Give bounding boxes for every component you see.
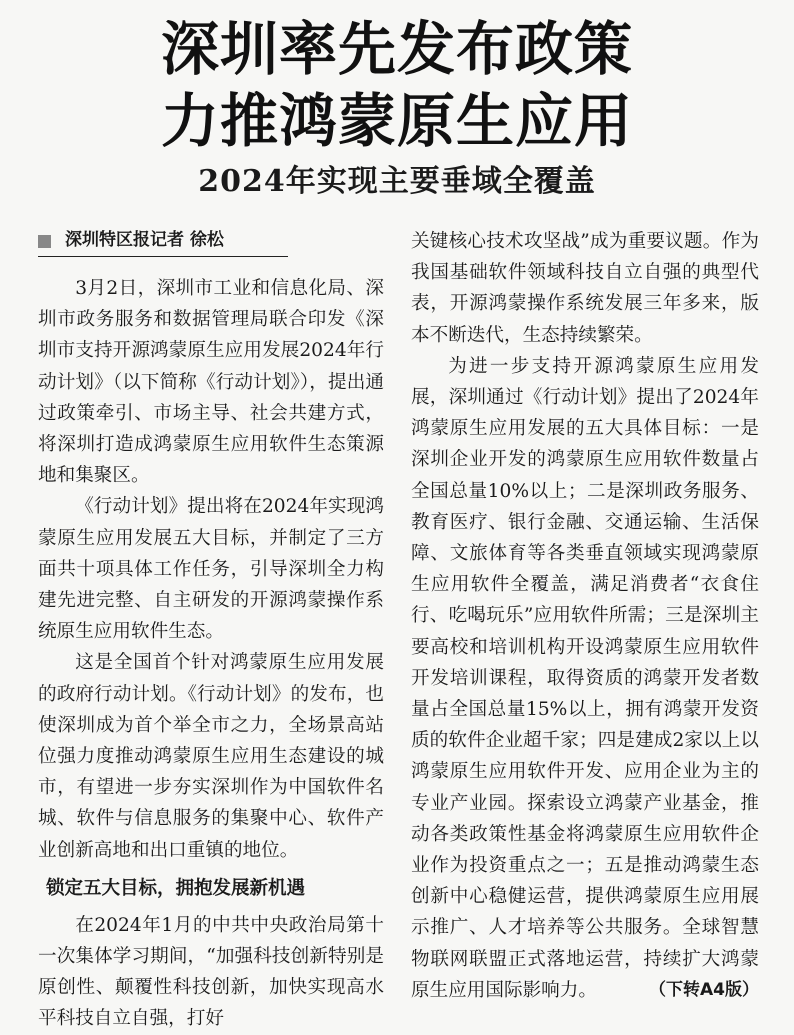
subtitle: 2024年实现主要垂域全覆盖 [198, 164, 596, 199]
left-column [38, 226, 384, 1035]
paragraph-text: 为进一步支持开源鸿蒙原生应用发展，深圳通过《行动计划》提出了2024年鸿蒙原生应用发展的五大具体目标：一是深圳企业开发的鸿蒙原生应用软件数量占全国总量10%以上；二是深圳政务服务、教育医疗、银行金融、交通运输、生活保障、文旅体育等各类垂直领域实现鸿蒙原生应用软件全覆盖，满足消费者“衣食住行、吃喝玩乐”应用软件所需；三是深圳主要高校和培训机构开设鸿蒙原生应用软件开发培训课程，取得资质的鸿蒙开发者数量占全国总量15%以上，拥有鸿蒙开发资质的软件企业超千家；四是建成2家以上以鸿蒙原生应用软件开发、应用企业为主的专业产业园。探索设立鸿蒙产业基金，推动各类政策性基金将鸿蒙原生应用软件企业作为投资重点之一；五是推动鸿蒙生态创新中心稳健运营，提供鸿蒙原生应用展示推广、人才培养等公共服务。全球智慧物联网联盟正式落地运营，持续扩大鸿蒙原生应用国际影响力。 [411, 355, 759, 1001]
right-column [411, 226, 759, 1006]
headline-line-2: 力推鸿蒙原生应用 [160, 87, 633, 155]
byline-text: 深圳特区报记者 徐松 [65, 230, 224, 251]
paragraph [411, 351, 759, 1006]
byline-square-icon [38, 235, 51, 248]
paragraph: 关键核心技术攻坚战”成为重要议题。作为我国基础软件领域科技自立自强的典型代表，开源鸿蒙操作系统发展三年多来，版本不断迭代，生态持续繁荣。 [411, 231, 759, 346]
paragraph: 《行动计划》提出将在2024年实现鸿蒙原生应用发展五大目标，并制定了三方面共十项具体工作任务，引导深圳全力构建先进完整、自主研发的开源鸿蒙操作系统原生应用软件生态。 [38, 496, 384, 643]
byline [38, 226, 288, 257]
paragraph: 这是全国首个针对鸿蒙原生应用发展的政府行动计划。《行动计划》的发布，也使深圳成为首个举全市之力，全场景高站位强力度推动鸿蒙原生应用生态建设的城市，有望进一步夯实深圳作为中国软件名城、软件与信息服务的集聚中心、软件产业创新高地和出口重镇的地位。 [38, 652, 384, 861]
paragraph: 3月2日，深圳市工业和信息化局、深圳市政务服务和数据管理局联合印发《深圳市支持开源鸿蒙原生应用发展2024年行动计划》（以下简称《行动计划》），提出通过政策牵引、市场主导、社会共建方式，将深圳打造成鸿蒙原生应用软件生态策源地和集聚区。 [38, 278, 384, 487]
headline-line-1: 深圳率先发布政策 [160, 15, 633, 83]
paragraph: 在2024年1月的中共中央政治局第十一次集体学习期间，“加强科技创新特别是原创性、颠覆性科技创新，加快实现高水平科技自立自强，打好 [38, 914, 384, 1030]
continued-note: （下转A4版） [649, 979, 759, 1000]
section-subhead: 锁定五大目标，拥抱发展新机遇 [46, 877, 306, 899]
